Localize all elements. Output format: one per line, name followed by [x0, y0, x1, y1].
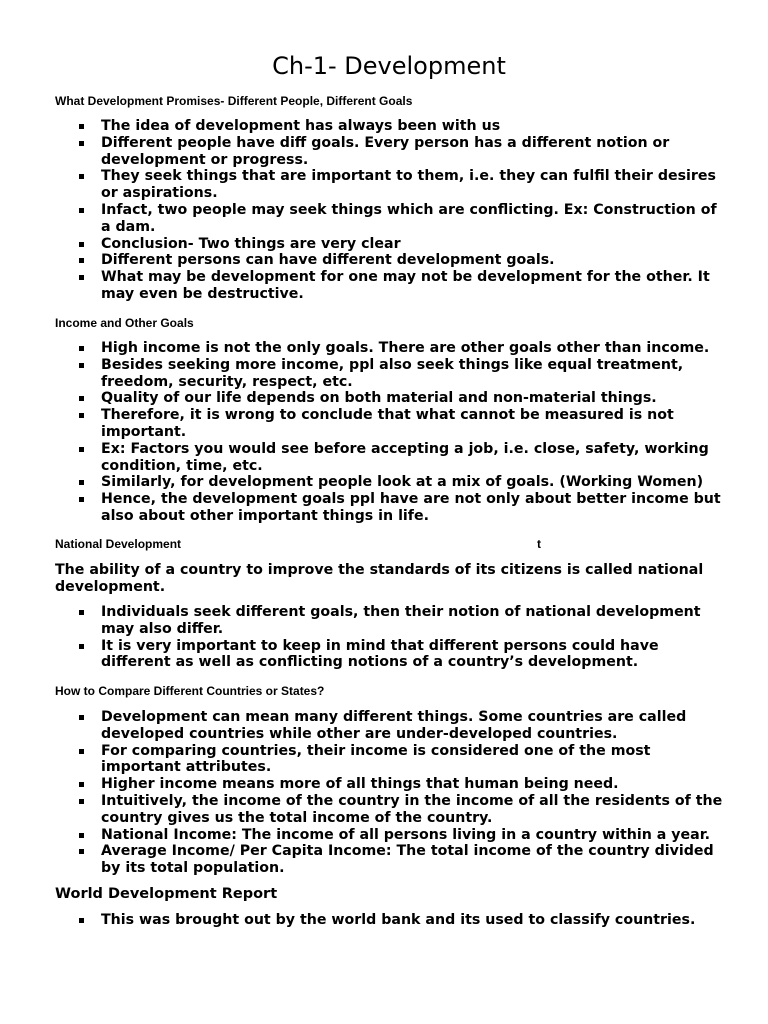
bullet-square-icon [79, 497, 84, 502]
bullet-square-icon [79, 346, 84, 351]
list-item: Hence, the development goals ppl have are not only about better income but also about other important things in life. [0, 491, 768, 525]
list-item: They seek things that are important to them, i.e. they can fulfil their desires or aspirations. [0, 168, 768, 202]
bullet-square-icon [79, 749, 84, 754]
list-item: Development can mean many different things. Some countries are called developed countries while other are under-developed countries. [0, 709, 768, 743]
section-heading-world-development-report: World Development Report [55, 886, 278, 902]
bullet-list-development-promises [0, 118, 768, 303]
list-item: It is very important to keep in mind that different persons could have different as well as conflicting notions of a country’s development. [0, 638, 768, 672]
list-item: Individuals seek different goals, then their notion of national development may also differ. [0, 604, 768, 638]
list-item: High income is not the only goals. There are other goals other than income. [0, 340, 768, 357]
list-item: What may be development for one may not be development for the other. It may even be destructive. [0, 269, 768, 303]
list-item: National Income: The income of all persons living in a country within a year. [0, 827, 768, 844]
bullet-square-icon [79, 413, 84, 418]
bullet-square-icon [79, 208, 84, 213]
list-item: Conclusion- Two things are very clear [0, 236, 768, 253]
section-heading-compare-countries: How to Compare Different Countries or States? [55, 684, 325, 698]
list-item: Quality of our life depends on both material and non-material things. [0, 390, 768, 407]
stray-mark: t [537, 537, 541, 551]
list-item: Therefore, it is wrong to conclude that what cannot be measured is not important. [0, 407, 768, 441]
bullet-square-icon [79, 849, 84, 854]
bullet-square-icon [79, 141, 84, 146]
section-heading-development-promises: What Development Promises- Different People, Different Goals [55, 94, 413, 108]
list-item: Besides seeking more income, ppl also seek things like equal treatment, freedom, security, respect, etc. [0, 357, 768, 391]
bullet-square-icon [79, 396, 84, 401]
bullet-list-world-development-report [0, 912, 768, 929]
bullet-square-icon [79, 833, 84, 838]
list-item: This was brought out by the world bank and its used to classify countries. [0, 912, 768, 929]
bullet-square-icon [79, 715, 84, 720]
national-development-definition: The ability of a country to improve the standards of its citizens is called national development. [55, 562, 704, 595]
bullet-square-icon [79, 174, 84, 179]
bullet-square-icon [79, 782, 84, 787]
section-heading-income-goals: Income and Other Goals [55, 316, 194, 330]
bullet-list-compare-countries [0, 709, 768, 877]
list-item: Infact, two people may seek things which are conflicting. Ex: Construction of a dam. [0, 202, 768, 236]
list-item: Similarly, for development people look at a mix of goals. (Working Women) [0, 474, 768, 491]
list-item: Different persons can have different development goals. [0, 252, 768, 269]
page-title: Ch-1- Development [272, 52, 506, 80]
list-item: Higher income means more of all things that human being need. [0, 776, 768, 793]
list-item: Average Income/ Per Capita Income: The total income of the country divided by its total population. [0, 843, 768, 877]
bullet-square-icon [79, 363, 84, 368]
section-heading-national-development: National Development t [55, 537, 541, 551]
list-item: Different people have diff goals. Every person has a different notion or development or progress. [0, 135, 768, 169]
list-item: Intuitively, the income of the country in the income of all the residents of the country gives us the total income of the country. [0, 793, 768, 827]
bullet-square-icon [79, 480, 84, 485]
bullet-list-income-goals [0, 340, 768, 525]
bullet-square-icon [79, 275, 84, 280]
list-item: The idea of development has always been with us [0, 118, 768, 135]
bullet-square-icon [79, 258, 84, 263]
list-item: For comparing countries, their income is considered one of the most important attributes. [0, 743, 768, 777]
bullet-square-icon [79, 242, 84, 247]
bullet-list-national-development [0, 604, 768, 671]
bullet-square-icon [79, 799, 84, 804]
bullet-square-icon [79, 447, 84, 452]
bullet-square-icon [79, 124, 84, 129]
bullet-square-icon [79, 610, 84, 615]
bullet-square-icon [79, 644, 84, 649]
list-item: Ex: Factors you would see before accepting a job, i.e. close, safety, working condition, time, etc. [0, 441, 768, 475]
bullet-square-icon [79, 918, 84, 923]
